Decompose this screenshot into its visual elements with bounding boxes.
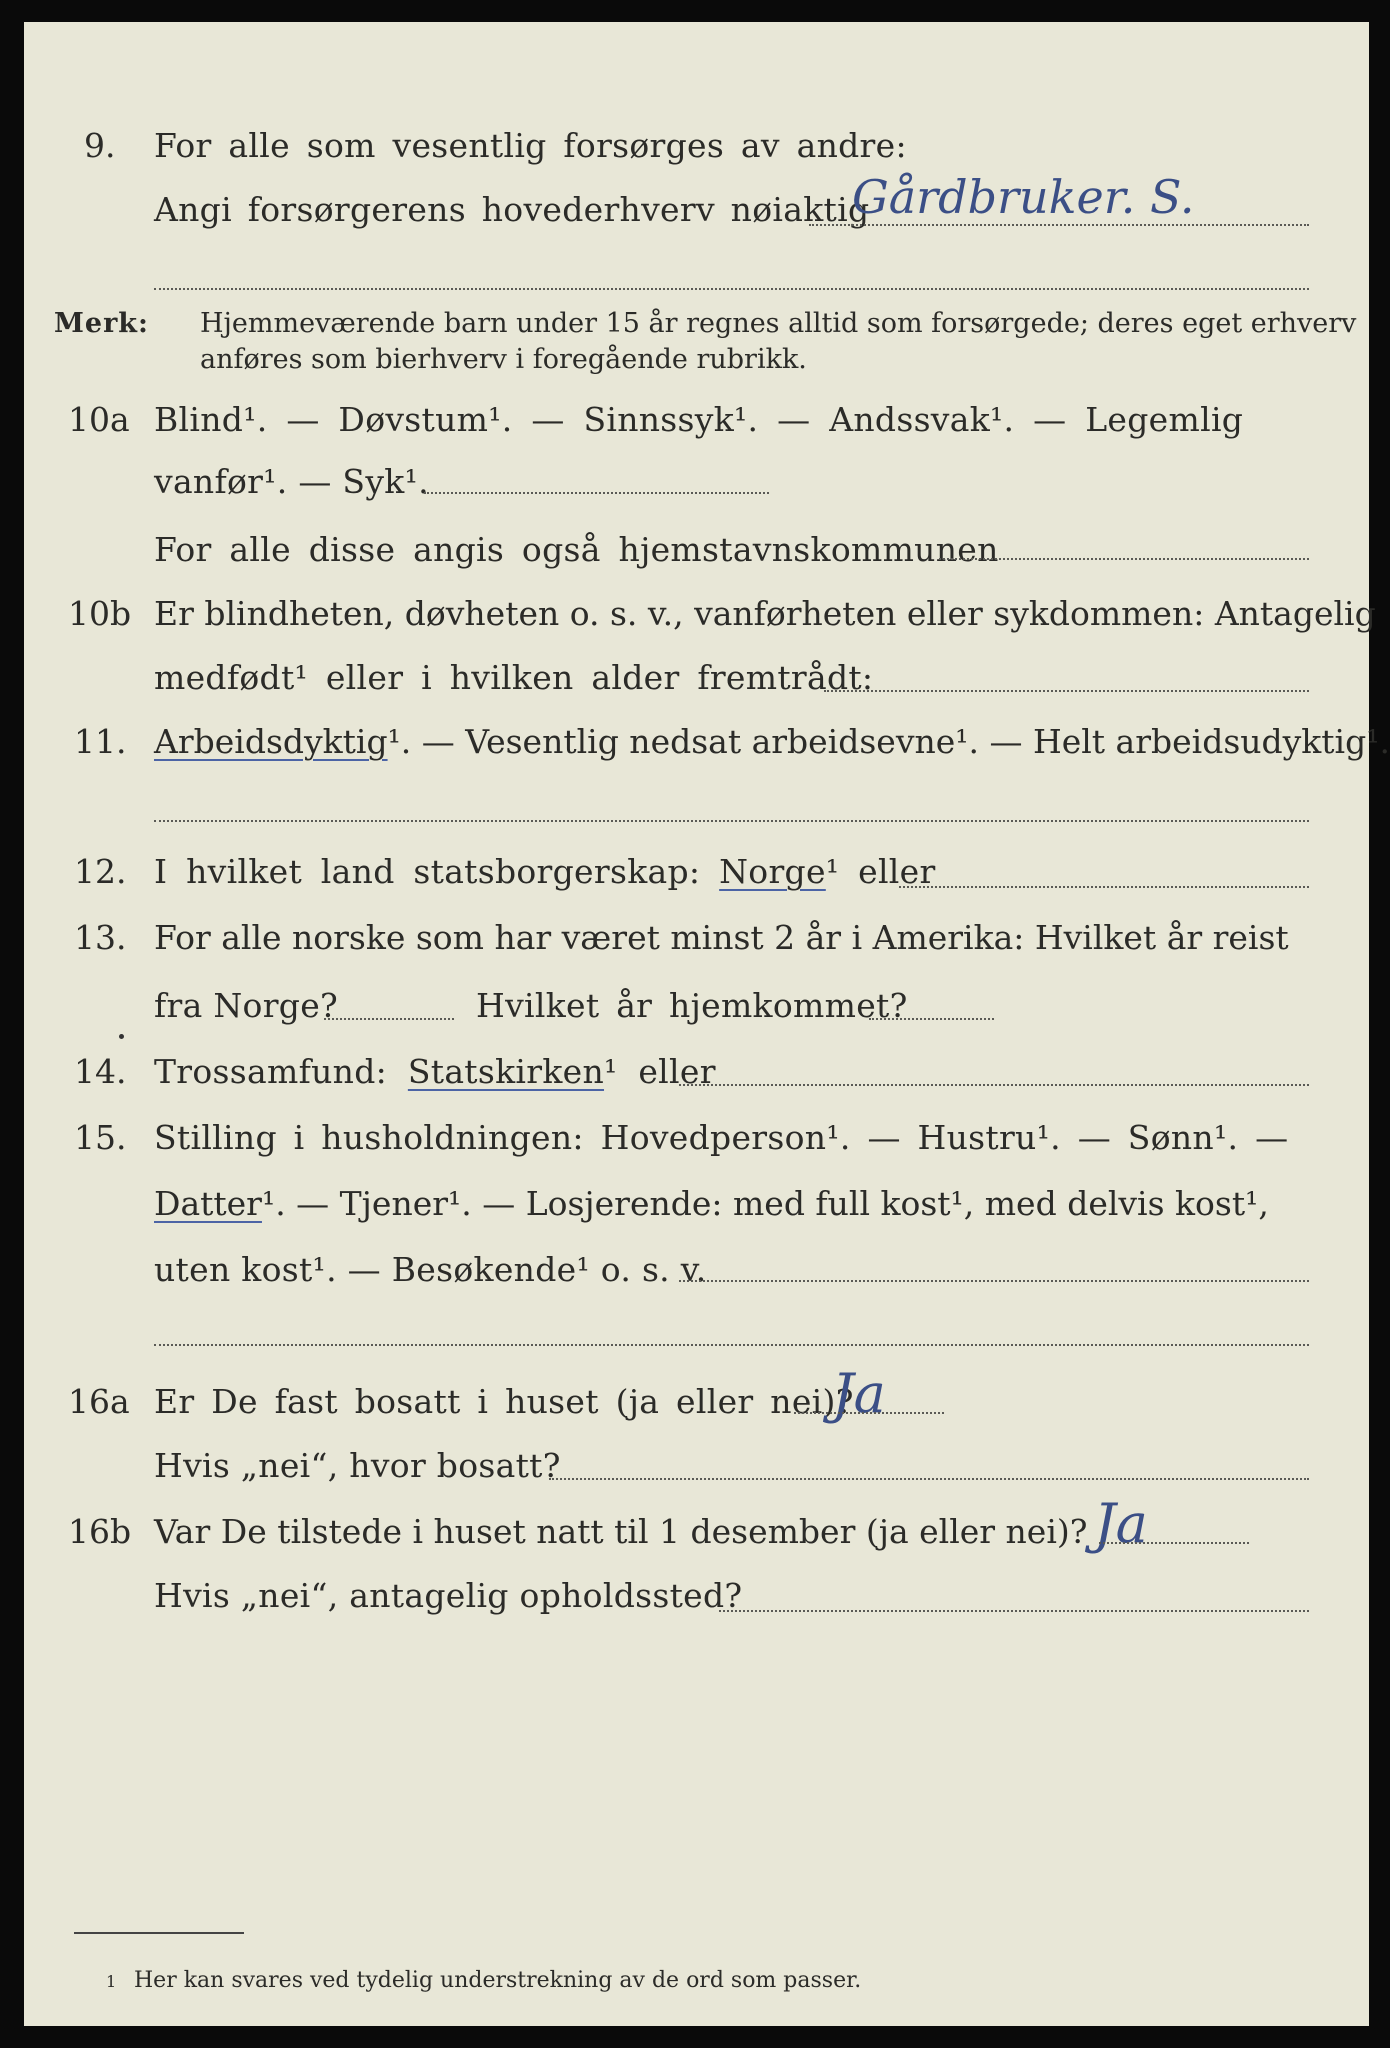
footnote-rule (74, 1932, 244, 1934)
q12-prefix: I hvilket land statsborgerskap: (154, 852, 701, 891)
q16a-line2: Hvis „nei“, hvor bosatt? (154, 1446, 561, 1485)
q13-line2a: fra Norge? (154, 986, 339, 1025)
q10b-answer-line (824, 690, 1309, 692)
q13-hjemkommet-line (869, 1018, 994, 1020)
census-form-page (24, 22, 1390, 2026)
q13-line1: For alle norske som har været minst 2 år i Amerika: Hvilket år reist (154, 918, 1289, 957)
q15-line3: uten kost¹. — Besøkende¹ o. s. v. (154, 1250, 707, 1289)
q13-line2b: Hvilket år hjemkommet? (476, 986, 908, 1025)
q16b-handwritten-answer: Ja (1094, 1492, 1148, 1555)
q16a-answer-line (794, 1412, 944, 1414)
footnote-text: Her kan svares ved tydelig understrekning av de ord som passer. (134, 1968, 862, 1993)
q11-extra-line (154, 820, 1309, 822)
q15-answer-line (679, 1280, 1309, 1282)
q13-number: 13. (74, 918, 127, 957)
q11-text (154, 722, 1390, 762)
q16b-line1: Var De tilstede i huset natt til 1 desember (ja eller nei)? (154, 1512, 1088, 1551)
q10b-number: 10b (68, 594, 132, 633)
q10a-number: 10a (68, 400, 130, 439)
q10a-line3: For alle disse angis også hjemstavnskommunen (154, 530, 999, 569)
q10a-hjemstavn-line (939, 558, 1309, 560)
q14-text (154, 1052, 716, 1092)
q9-line2: Angi forsørgerens hovederhverv nøiaktig (154, 190, 870, 229)
q10a-answer-line (424, 492, 769, 494)
q15-line2 (154, 1184, 1269, 1224)
q11-rest: ¹. — Vesentlig nedsat arbeidsevne¹. — Helt arbeidsudyktig¹. (387, 722, 1390, 761)
q16a-handwritten-answer: Ja (832, 1362, 886, 1425)
q14-answer-line (679, 1084, 1309, 1086)
q12-norge-underlined: Norge (719, 852, 826, 891)
q16a-line1: Er De fast bosatt i huset (ja eller nei)? (154, 1382, 854, 1421)
q14-number: 14. (74, 1052, 127, 1091)
q15-datter-underlined: Datter (154, 1184, 262, 1223)
q14-prefix: Trossamfund: (154, 1052, 388, 1091)
q15-line1: Stilling i husholdningen: Hovedperson¹. — Hustru¹. — Sønn¹. — (154, 1118, 1289, 1157)
q11-arbeidsdyktig-underlined: Arbeidsdyktig (154, 722, 388, 761)
q10a-line1: Blind¹. — Døvstum¹. — Sinnssyk¹. — Andssvak¹. — Legemlig (154, 400, 1244, 439)
merk-line1: Hjemmeværende barn under 15 år regnes alltid som forsørgede; deres eget erhverv (200, 308, 1357, 339)
q12-number: 12. (74, 852, 127, 891)
q13-reist-line (324, 1018, 454, 1020)
q9-number: 9. (84, 126, 116, 165)
q11-number: 11. (74, 722, 127, 761)
q15-number: 15. (74, 1118, 127, 1157)
q16b-line2: Hvis „nei“, antagelig opholdssted? (154, 1576, 743, 1615)
q12-answer-line (899, 886, 1309, 888)
q16b-number: 16b (68, 1512, 132, 1551)
q12-suffix: ¹ eller (825, 852, 936, 891)
q15-extra-line (154, 1344, 1309, 1346)
ink-speck (119, 1034, 124, 1039)
q9-handwritten-answer: Gårdbruker. S. (852, 170, 1195, 224)
q9-answer-line (809, 224, 1309, 226)
merk-label: Merk: (54, 308, 149, 339)
q12-text (154, 852, 936, 892)
q15-line2-rest: ¹. — Tjener¹. — Losjerende: med full kost¹, med delvis kost¹, (261, 1184, 1269, 1223)
merk-line2: anføres som bierhverv i foregående rubrikk. (200, 344, 807, 375)
q16a-bosatt-line (549, 1478, 1309, 1480)
q9-line1: For alle som vesentlig forsørges av andre: (154, 126, 907, 165)
q9-extra-line (154, 288, 1309, 290)
q16a-number: 16a (68, 1382, 130, 1421)
q10a-line2: vanfør¹. — Syk¹. (154, 462, 429, 501)
q14-statskirken-underlined: Statskirken (407, 1052, 605, 1091)
q10b-line2: medfødt¹ eller i hvilken alder fremtrådt: (154, 658, 874, 697)
q10b-line1: Er blindheten, døvheten o. s. v., vanførheten eller sykdommen: Antagelig (154, 594, 1376, 633)
footnote-marker: 1 (106, 1972, 117, 1991)
q14-suffix: ¹ eller (604, 1052, 716, 1091)
q16b-opholdssted-line (719, 1610, 1309, 1612)
q16b-answer-line (1099, 1542, 1249, 1544)
